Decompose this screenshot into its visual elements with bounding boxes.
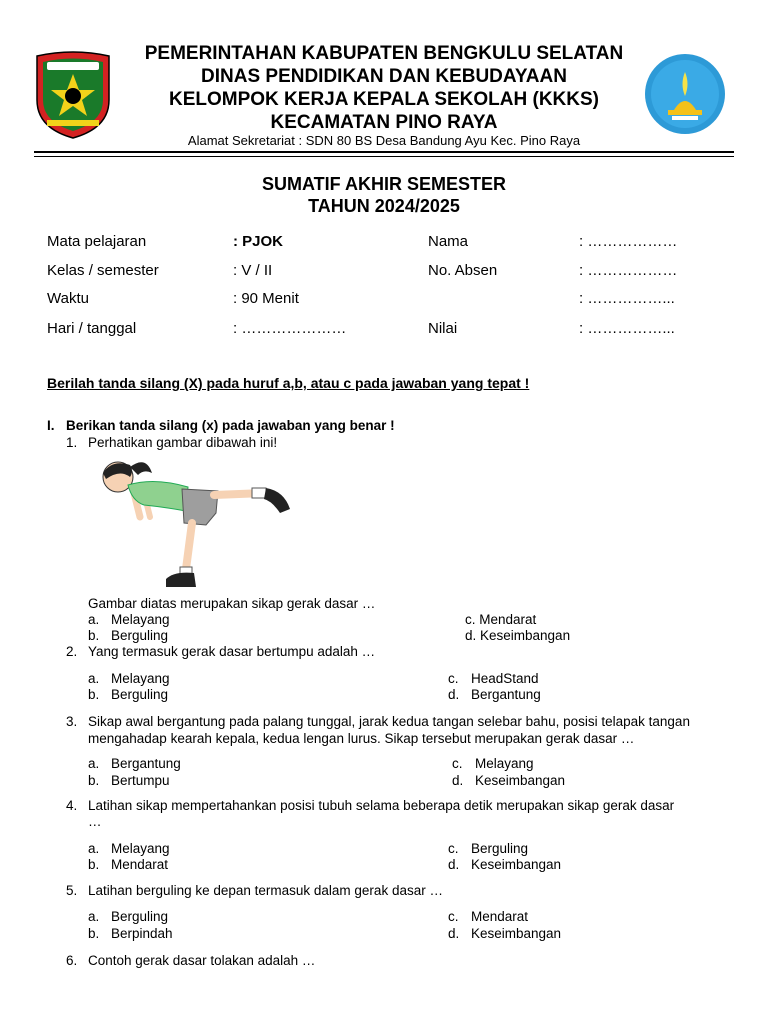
q3-letter-a: a.	[88, 756, 100, 771]
header-line-1: PEMERINTAHAN KABUPATEN BENGKULU SELATAN	[144, 43, 624, 64]
q4-option-c: Berguling	[471, 841, 529, 856]
q5-letter-a: a.	[88, 909, 100, 924]
absen-label: No. Absen	[428, 262, 498, 279]
q3-number: 3.	[66, 714, 78, 729]
instruction: Berilah tanda silang (X) pada huruf a,b, atau c pada jawaban yang tepat !	[47, 375, 530, 391]
q1-number: 1.	[66, 435, 78, 450]
q1-intro: Perhatikan gambar dibawah ini!	[88, 435, 278, 450]
q3-option-b: Bertumpu	[111, 773, 170, 788]
absen-value: : ………………	[579, 262, 678, 279]
q4-text-line2: …	[88, 814, 102, 829]
q6-text: Contoh gerak dasar tolakan adalah …	[88, 953, 316, 968]
secretariat-address: Alamat Sekretariat : SDN 80 BS Desa Bandung Ayu Kec. Pino Raya	[187, 133, 581, 148]
time-value: : 90 Menit	[233, 290, 299, 307]
q3-letter-b: b.	[88, 773, 100, 788]
section-title: Berikan tanda silang (x) pada jawaban yang benar !	[66, 418, 395, 433]
date-label: Hari / tanggal	[47, 320, 137, 337]
q1-option-b: Berguling	[111, 628, 169, 643]
q6-number: 6.	[66, 953, 78, 968]
q1-text: Gambar diatas merupakan sikap gerak dasar …	[88, 596, 376, 611]
q2-number: 2.	[66, 644, 78, 659]
section-number: I.	[47, 418, 55, 433]
q2-letter-b: b.	[88, 687, 100, 702]
q2-option-b: Berguling	[111, 687, 169, 702]
q5-option-a: Berguling	[111, 909, 169, 924]
class-label: Kelas / semester	[47, 262, 159, 279]
header-divider-thin	[34, 156, 734, 157]
header-line-2: DINAS PENDIDIKAN DAN KEBUDAYAAN	[201, 66, 567, 87]
q5-text: Latihan berguling ke depan termasuk dalam gerak dasar …	[88, 883, 443, 898]
q4-letter-d: d.	[448, 857, 460, 872]
q5-option-c: Mendarat	[471, 909, 529, 924]
q1-option-d: d. Keseimbangan	[465, 628, 571, 643]
header-line-4: KECAMATAN PINO RAYA	[270, 112, 498, 133]
q5-letter-c: c.	[448, 909, 459, 924]
date-value: : …………………	[233, 320, 347, 337]
name-label: Nama	[428, 233, 469, 250]
q4-option-d: Keseimbangan	[471, 857, 562, 872]
q3-option-c: Melayang	[475, 756, 534, 771]
letterhead	[110, 42, 658, 134]
q5-letter-d: d.	[448, 926, 460, 941]
header-line-3: KELOMPOK KERJA KEPALA SEKOLAH (KKKS)	[169, 89, 599, 110]
q3-text-line2: mengahadap kearah kepala, kedua lengan lurus. Sikap tersebut merupakan gerak dasar …	[88, 731, 635, 746]
balance-pose-illustration	[94, 455, 294, 595]
exam-title: SUMATIF AKHIR SEMESTER	[261, 174, 506, 194]
blank-value: : ……………...	[579, 290, 675, 307]
q4-option-a: Melayang	[111, 841, 170, 856]
q5-option-d: Keseimbangan	[471, 926, 562, 941]
q5-number: 5.	[66, 883, 78, 898]
score-value: : ……………...	[579, 320, 675, 337]
q3-option-a: Bergantung	[111, 756, 181, 771]
q4-number: 4.	[66, 798, 78, 813]
q5-option-b: Berpindah	[111, 926, 173, 941]
class-value: : V / II	[233, 262, 273, 279]
q1-option-c: c. Mendarat	[465, 612, 537, 627]
q2-option-d: Bergantung	[471, 687, 541, 702]
q3-text-line1: Sikap awal bergantung pada palang tunggal, jarak kedua tangan selebar bahu, posisi telapak tangan	[88, 714, 690, 729]
q1-letter-a: a.	[88, 612, 100, 627]
time-label: Waktu	[47, 290, 89, 307]
header-divider	[34, 151, 734, 153]
q4-option-b: Mendarat	[111, 857, 169, 872]
subject-label: Mata pelajaran	[47, 233, 147, 250]
q3-letter-c: c.	[452, 756, 463, 771]
q2-letter-a: a.	[88, 671, 100, 686]
exam-year: TAHUN 2024/2025	[308, 196, 460, 216]
q4-letter-c: c.	[448, 841, 459, 856]
q4-text-line1: Latihan sikap mempertahankan posisi tubuh selama beberapa detik merupakan sikap gerak dasar	[88, 798, 675, 813]
q3-option-d: Keseimbangan	[475, 773, 566, 788]
q2-letter-d: d.	[448, 687, 460, 702]
subject-value: : PJOK	[233, 233, 284, 250]
q4-letter-a: a.	[88, 841, 100, 856]
q1-option-a: Melayang	[111, 612, 170, 627]
q5-letter-b: b.	[88, 926, 100, 941]
bengkulu-selatan-logo	[33, 50, 113, 140]
q1-letter-b: b.	[88, 628, 100, 643]
q2-option-c: HeadStand	[471, 671, 539, 686]
q3-letter-d: d.	[452, 773, 464, 788]
name-value: : ………………	[579, 233, 678, 250]
score-label: Nilai	[428, 320, 458, 337]
q2-letter-c: c.	[448, 671, 459, 686]
q4-letter-b: b.	[88, 857, 100, 872]
q2-text: Yang termasuk gerak dasar bertumpu adalah …	[88, 644, 376, 659]
q2-option-a: Melayang	[111, 671, 170, 686]
